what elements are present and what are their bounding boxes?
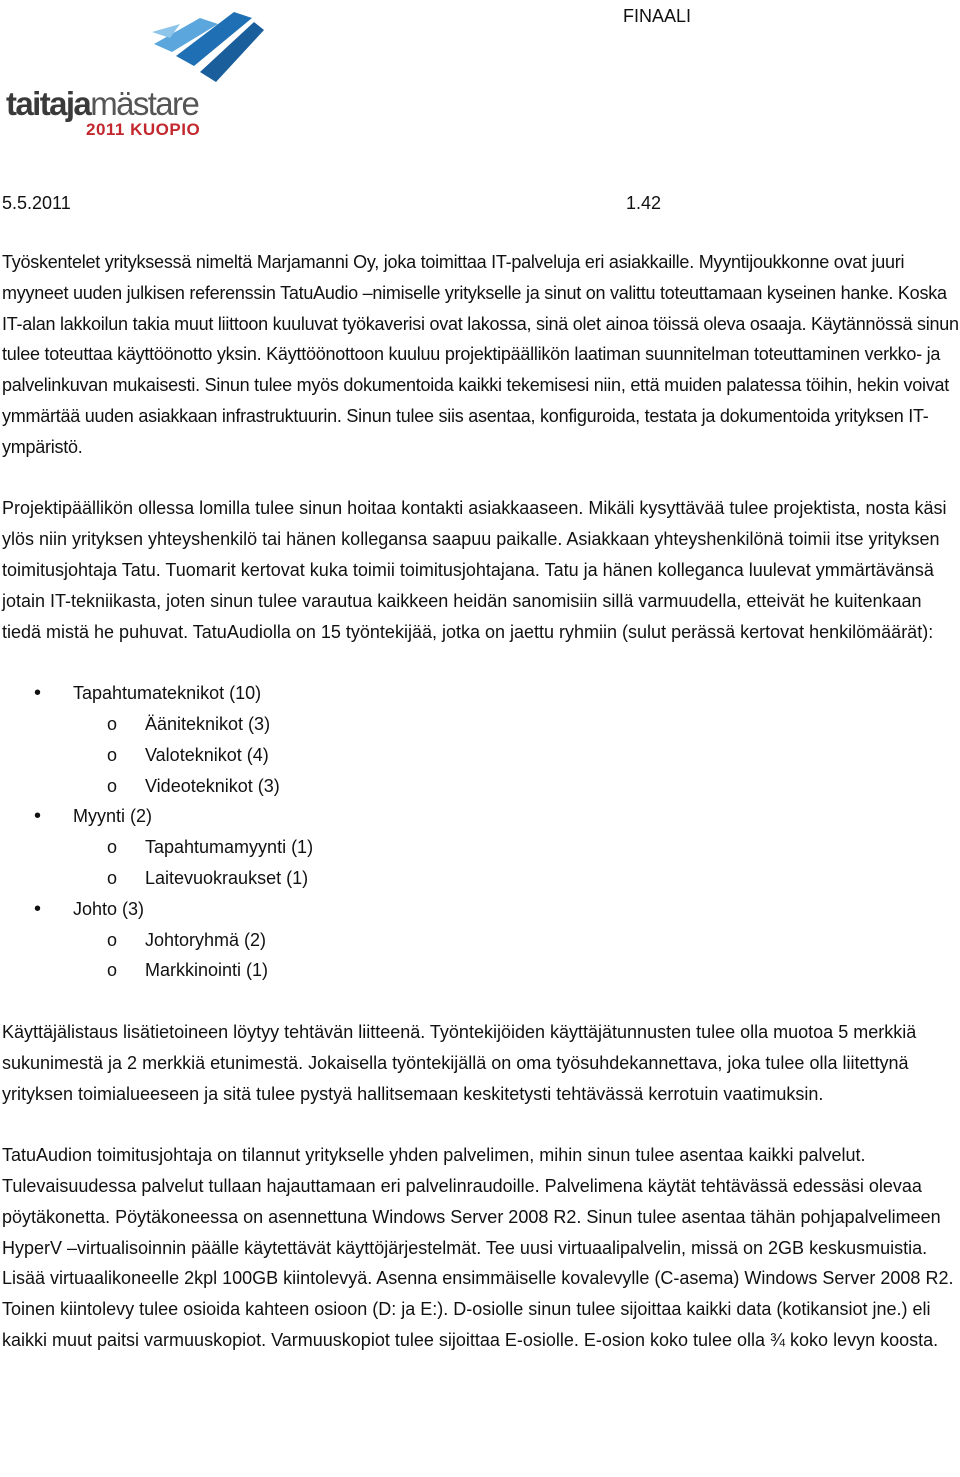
logo-swoosh-icon — [4, 4, 266, 94]
subgroup-label: Johtoryhmä (2) — [145, 929, 267, 950]
logo-wordmark-light: mästare — [90, 85, 199, 122]
logo-wordmark-bold: taitaja — [6, 85, 91, 122]
paragraph-users: Käyttäjälistaus lisätietoineen löytyy tehtävän liitteenä. Työntekijöiden käyttäjätunnusten tulee olla muotoa 5 merkkiä sukunimestä ja 2 merkkiä etunimestä. Jokaisella työntekijällä on oma työsuhdekannettava, joka tulee olla liitettynä yrityksen toimialueeseen ja sitä tulee pystyä hallitsemaan keskitetysti tehtävässä kerrotuin vaatimuksin. — [2, 1021, 917, 1104]
subgroup-item — [2, 863, 960, 894]
subgroup-label: Videoteknikot (3) — [145, 775, 280, 796]
group-item: • Myynti (2) — [2, 801, 960, 832]
subgroup-item — [2, 832, 960, 863]
paragraph-intro: Työskentelet yrityksessä nimeltä Marjamanni Oy, joka toimittaa IT-palveluja eri asiakkaille. Myyntijoukkonne ovat juuri myyneet uuden julkisen referenssin TatuAudio –nimiselle yritykselle ja sinut on valittu toteuttamaan kyseinen hanke. Koska IT-alan lakkoilun takia muut liittoon kuuluvat työkaverisi ovat lakossa, sinä olet ainoa töissä oleva osaaja. Käytännössä sinun tulee toteuttaa käyttöönotto yksin. Käyttöönottoon kuuluu projektipäällikön laatiman suunnitelman toteuttaminen verkko- ja palvelinkuvan mukaisesti. Sinun tulee myös dokumentoida kaikki tekemisesi niin, että muiden palatessa töihin, hekin voivat ymmärtää uuden asiakkaan infrastruktuurin. Sinun tulee siis asentaa, konfiguroida, testata ja dokumentoida yrityksen IT-ympäristö. — [2, 252, 959, 457]
subgroup-label: Laitevuokraukset (1) — [145, 867, 309, 888]
logo-subtitle: 2011 KUOPIO — [86, 120, 201, 139]
taitaja-logo — [4, 4, 266, 140]
header-tag: FINAALI — [623, 6, 692, 26]
subgroup-label: Ääniteknikot (3) — [145, 713, 271, 734]
subgroup-label: Markkinointi (1) — [145, 960, 269, 981]
subgroup-item — [2, 925, 960, 956]
subgroup-item — [2, 955, 960, 986]
group-list — [2, 678, 960, 986]
subgroup-label: Valoteknikot (4) — [145, 744, 269, 765]
paragraph-gap — [2, 647, 960, 678]
subgroup-marker: o — [107, 713, 118, 734]
subgroup-marker: o — [107, 837, 118, 858]
document-version: 1.42 — [626, 193, 662, 213]
logo-wordmark — [6, 86, 198, 122]
document-date: 5.5.2011 — [2, 193, 71, 213]
subgroup-label: Tapahtumamyynti (1) — [145, 837, 314, 858]
paragraph-gap — [2, 463, 960, 494]
subgroup-item — [2, 771, 960, 802]
paragraph-gap — [2, 1109, 960, 1140]
group-item: • Johto (3) — [2, 894, 960, 925]
group-item: • Tapahtumateknikot (10) — [2, 678, 960, 709]
subgroup-marker: o — [107, 929, 118, 950]
paragraph-contact: Projektipäällikön ollessa lomilla tulee sinun hoitaa kontakti asiakkaaseen. Mikäli kysyttävää tulee projektista, nosta käsi ylös niin yrityksen yhteyshenkilö tai hänen kollegansa saapuu paikalle. Asiakkaan yhteyshenkilönä toimii itse yrityksen toimitusjohtaja Tatu. Tuomarit kertovat kuka toimii toimitusjohtajana. Tatu ja hänen kolleganса luulevat ymmärtävänsä jotain IT-tekniikasta, joten sinun tulee varautua kaikkeen heidän sanomisiin sillä varmuudella, etteivät he kuitenkaan tiedä mistä he puhuvat. TatuAudiolla on 15 työntekijää, jotka on jaettu ryhmiin (sulut perässä kertovat henkilömäärät): — [2, 498, 947, 642]
paragraph-gap — [2, 986, 960, 1017]
paragraph-server: TatuAudion toimitusjohtaja on tilannut yritykselle yhden palvelimen, mihin sinun tulee asentaa kaikki palvelut. Tulevaisuudessa palvelut tullaan hajauttamaan eri palvelinraudoille. Palvelimena käytät tehtävässä edessäsi olevaa pöytäkonetta. Pöytäkoneessa on asennettuna Windows Server 2008 R2. Sinun tulee asentaa tähän pohjapalvelimeen HyperV –virtualisoinnin päälle käytettävät käyttöjärjestelmät. Tee uusi virtuaalipalvelin, missä on 2GB keskusmuistia. Lisää virtuaalikoneelle 2kpl 100GB kiintolevyä. Asenna ensimmäiselle kovalevylle (C-asema) Windows Server 2008 R2. Toinen kiintolevy tulee osioida kahteen osioon (D: ja E:). D-osiolle sinun tulee sijoittaa kaikki data (kotikansiot jne.) eli kaikki muut paitsi varmuuskopiot. Varmuuskopiot tulee sijoittaa E-osiolle. E-osion koko tulee olla ¾ koko levyn koosta. — [2, 1145, 954, 1350]
document-body — [2, 247, 960, 1356]
subgroup-item — [2, 709, 960, 740]
subgroup-marker: o — [107, 775, 118, 796]
subgroup-marker: o — [107, 960, 118, 981]
subgroup-item — [2, 740, 960, 771]
subgroup-marker: o — [107, 744, 118, 765]
subgroup-marker: o — [107, 867, 118, 888]
